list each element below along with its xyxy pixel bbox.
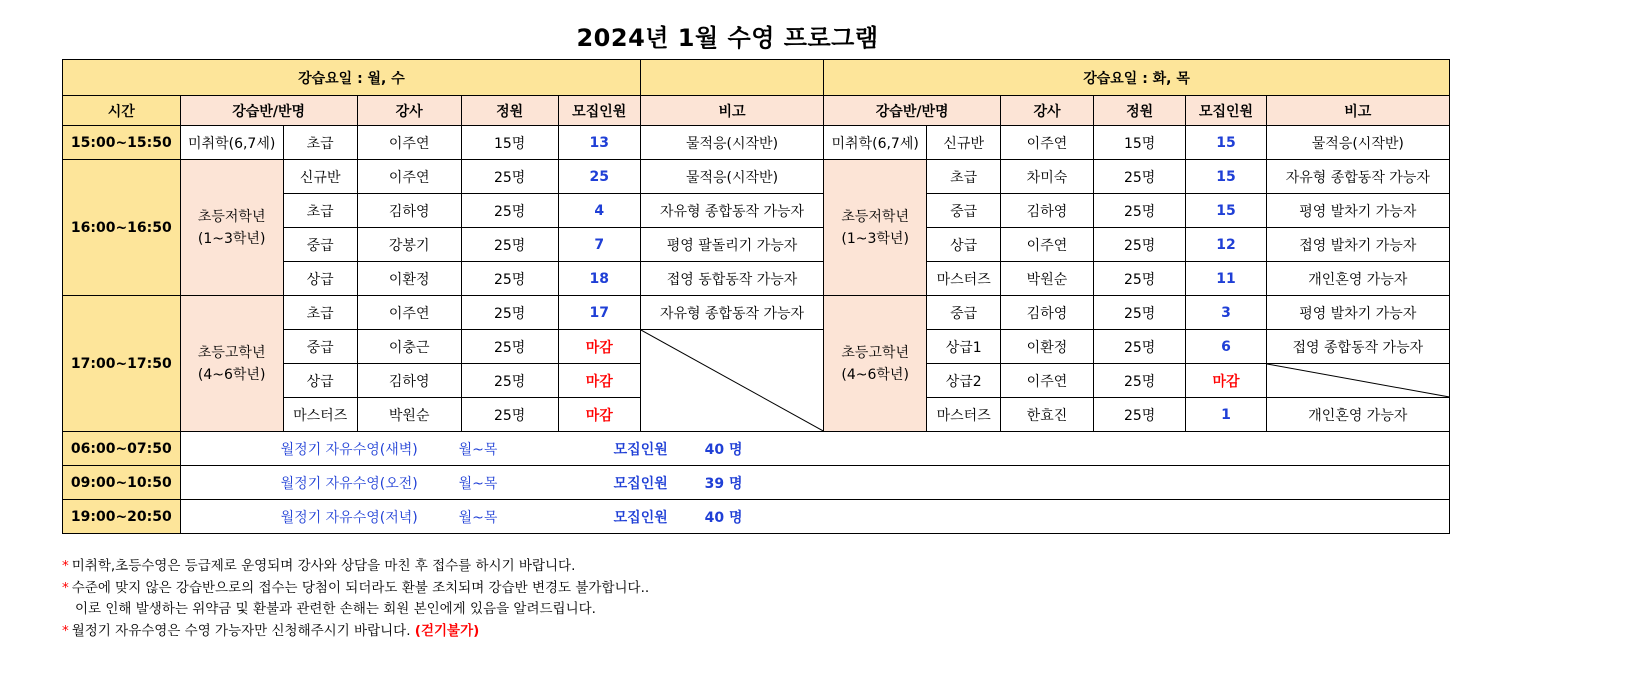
header-class: 강습반/반명 xyxy=(824,96,1001,126)
instructor: 김하영 xyxy=(357,364,461,398)
time-slot: 19:00~20:50 xyxy=(63,500,181,534)
notice-text: 이로 인해 발생하는 위약금 및 환불과 관련한 손해는 회원 본인에게 있음을 알려드립니다. xyxy=(75,601,596,617)
class-group: 초등고학년 (4~6학년) xyxy=(824,296,927,432)
class-level: 중급 xyxy=(283,228,357,262)
recruit-count: 17 xyxy=(558,296,640,330)
instructor: 이충근 xyxy=(357,330,461,364)
free-swim-row xyxy=(63,466,1450,500)
capacity: 25명 xyxy=(1093,330,1186,364)
free-swim-days: 월~목 xyxy=(458,475,498,492)
class-level: 신규반 xyxy=(283,160,357,194)
class-level: 중급 xyxy=(283,330,357,364)
schedule-table xyxy=(62,59,1450,534)
instructor: 이환정 xyxy=(1001,330,1094,364)
free-swim-row xyxy=(63,432,1450,466)
page-title: 2024년 1월 수영 프로그램 xyxy=(576,24,879,52)
capacity: 25명 xyxy=(1093,262,1186,296)
class-level: 상급 xyxy=(283,262,357,296)
instructor: 이주연 xyxy=(357,126,461,160)
capacity: 25명 xyxy=(461,296,558,330)
capacity: 25명 xyxy=(461,160,558,194)
capacity: 25명 xyxy=(1093,296,1186,330)
free-swim-count: 40 명 xyxy=(704,509,743,526)
free-swim-name: 월정기 자유수영(오전) xyxy=(280,475,418,492)
class-note: 물적응(시작반) xyxy=(640,160,823,194)
notice-text: 월정기 자유수영은 수영 가능자만 신청해주시기 바랍니다. xyxy=(71,622,411,639)
free-swim-name: 월정기 자유수영(새벽) xyxy=(280,441,418,458)
capacity: 25명 xyxy=(461,262,558,296)
asterisk-marker: * xyxy=(62,558,69,574)
capacity: 25명 xyxy=(1093,194,1186,228)
free-swim-row xyxy=(63,500,1450,534)
free-swim-label: 모집인원 xyxy=(613,509,668,526)
header-instructor: 강사 xyxy=(1001,96,1094,126)
notice-text: 미취학,초등수영은 등급제로 운영되며 강사와 상담을 마친 후 접수를 하시기 바랍니다. xyxy=(71,558,576,574)
instructor: 김하영 xyxy=(357,194,461,228)
time-slot: 06:00~07:50 xyxy=(63,432,181,466)
capacity: 25명 xyxy=(461,398,558,432)
capacity: 25명 xyxy=(461,194,558,228)
notice-line xyxy=(62,556,649,578)
class-note: 평영 발차기 가능자 xyxy=(1266,296,1449,330)
class-group: 초등저학년 (1~3학년) xyxy=(180,160,283,296)
notice-text: 수준에 맞지 않은 강습반으로의 접수는 당첨이 되더라도 환불 조치되며 강습반 변경도 불가합니다.. xyxy=(71,579,650,596)
class-level: 중급 xyxy=(927,296,1001,330)
class-group: 미취학(6,7세) xyxy=(824,126,927,160)
recruit-count: 3 xyxy=(1186,296,1266,330)
time-slot: 16:00~16:50 xyxy=(63,160,181,296)
header-recruit: 모집인원 xyxy=(1186,96,1266,126)
class-level: 초급 xyxy=(283,296,357,330)
recruit-count: 7 xyxy=(558,228,640,262)
notice-warning: (걷기불가) xyxy=(414,622,480,639)
free-swim-days: 월~목 xyxy=(458,441,498,458)
capacity: 15명 xyxy=(1093,126,1186,160)
class-note: 물적응(시작반) xyxy=(640,126,823,160)
class-level: 상급 xyxy=(927,228,1001,262)
recruit-closed: 마감 xyxy=(1186,364,1266,398)
recruit-closed: 마감 xyxy=(558,398,640,432)
instructor: 이주연 xyxy=(357,160,461,194)
instructor: 이주연 xyxy=(1001,228,1094,262)
header-note: 비고 xyxy=(640,96,823,126)
capacity: 25명 xyxy=(461,330,558,364)
class-group: 초등저학년 (1~3학년) xyxy=(824,160,927,296)
capacity: 25명 xyxy=(1093,364,1186,398)
instructor: 이주연 xyxy=(1001,126,1094,160)
header-instructor: 강사 xyxy=(357,96,461,126)
recruit-count: 12 xyxy=(1186,228,1266,262)
free-swim-info xyxy=(180,432,1449,466)
notice-line xyxy=(62,578,649,600)
instructor: 이주연 xyxy=(357,296,461,330)
capacity: 15명 xyxy=(461,126,558,160)
instructor: 강봉기 xyxy=(357,228,461,262)
free-swim-info xyxy=(180,466,1449,500)
table-row xyxy=(63,296,1450,330)
free-swim-count: 39 명 xyxy=(704,475,743,492)
class-note: 접영 동합동작 가능자 xyxy=(640,262,823,296)
empty-note-cell xyxy=(640,330,823,432)
class-note: 물적응(시작반) xyxy=(1266,126,1449,160)
class-level: 초급 xyxy=(283,126,357,160)
capacity: 25명 xyxy=(1093,160,1186,194)
class-group: 미취학(6,7세) xyxy=(180,126,283,160)
instructor: 차미숙 xyxy=(1001,160,1094,194)
recruit-count: 15 xyxy=(1186,160,1266,194)
capacity: 25명 xyxy=(461,228,558,262)
asterisk-marker: * xyxy=(62,579,69,596)
class-level: 중급 xyxy=(927,194,1001,228)
instructor: 이환정 xyxy=(357,262,461,296)
time-slot: 17:00~17:50 xyxy=(63,296,181,432)
free-swim-info xyxy=(180,500,1449,534)
header-note: 비고 xyxy=(1266,96,1449,126)
class-level: 상급1 xyxy=(927,330,1001,364)
header-capacity: 정원 xyxy=(461,96,558,126)
recruit-closed: 마감 xyxy=(558,330,640,364)
recruit-count: 18 xyxy=(558,262,640,296)
time-slot: 15:00~15:50 xyxy=(63,126,181,160)
notice-section xyxy=(62,556,649,642)
instructor: 박원순 xyxy=(357,398,461,432)
class-note: 자유형 종합동작 가능자 xyxy=(1266,160,1449,194)
diagonal-slash xyxy=(1267,364,1449,397)
class-level: 초급 xyxy=(927,160,1001,194)
capacity: 25명 xyxy=(1093,228,1186,262)
recruit-count: 6 xyxy=(1186,330,1266,364)
free-swim-label: 모집인원 xyxy=(613,441,668,458)
days-mon-wed: 강습요일 : 월, 수 xyxy=(63,60,641,96)
asterisk-marker: * xyxy=(62,622,69,639)
class-level: 마스터즈 xyxy=(927,262,1001,296)
recruit-count: 1 xyxy=(1186,398,1266,432)
class-note: 평영 팔돌리기 가능자 xyxy=(640,228,823,262)
empty-note-cell xyxy=(1266,364,1449,398)
table-row xyxy=(63,126,1450,160)
notice-line xyxy=(62,599,649,621)
time-slot: 09:00~10:50 xyxy=(63,466,181,500)
class-note: 개인혼영 가능자 xyxy=(1266,398,1449,432)
class-note: 자유형 종합동작 가능자 xyxy=(640,194,823,228)
capacity: 25명 xyxy=(461,364,558,398)
header-recruit: 모집인원 xyxy=(558,96,640,126)
class-note: 자유형 종합동작 가능자 xyxy=(640,296,823,330)
notice-line xyxy=(62,621,649,643)
day-header-spacer xyxy=(640,60,823,96)
free-swim-name: 월정기 자유수영(저녁) xyxy=(280,509,418,526)
class-level: 상급2 xyxy=(927,364,1001,398)
class-note: 접영 종합동작 가능자 xyxy=(1266,330,1449,364)
class-level: 상급 xyxy=(283,364,357,398)
class-note: 평영 발차기 가능자 xyxy=(1266,194,1449,228)
instructor: 한효진 xyxy=(1001,398,1094,432)
recruit-count: 15 xyxy=(1186,126,1266,160)
class-level: 신규반 xyxy=(927,126,1001,160)
recruit-count: 15 xyxy=(1186,194,1266,228)
recruit-count: 25 xyxy=(558,160,640,194)
recruit-count: 11 xyxy=(1186,262,1266,296)
class-note: 개인혼영 가능자 xyxy=(1266,262,1449,296)
header-time: 시간 xyxy=(63,96,181,126)
instructor: 김하영 xyxy=(1001,194,1094,228)
header-class: 강습반/반명 xyxy=(180,96,357,126)
capacity: 25명 xyxy=(1093,398,1186,432)
recruit-count: 13 xyxy=(558,126,640,160)
instructor: 김하영 xyxy=(1001,296,1094,330)
class-group: 초등고학년 (4~6학년) xyxy=(180,296,283,432)
diagonal-slash xyxy=(641,330,823,431)
free-swim-days: 월~목 xyxy=(458,509,498,526)
column-header-row xyxy=(63,96,1450,126)
day-header-row xyxy=(63,60,1450,96)
free-swim-count: 40 명 xyxy=(704,441,743,458)
class-level: 마스터즈 xyxy=(927,398,1001,432)
class-note: 접영 발차기 가능자 xyxy=(1266,228,1449,262)
days-tue-thu: 강습요일 : 화, 목 xyxy=(824,60,1450,96)
free-swim-label: 모집인원 xyxy=(613,475,668,492)
header-capacity: 정원 xyxy=(1093,96,1186,126)
class-level: 초급 xyxy=(283,194,357,228)
instructor: 박원순 xyxy=(1001,262,1094,296)
recruit-count: 4 xyxy=(558,194,640,228)
table-row xyxy=(63,160,1450,194)
instructor: 이주연 xyxy=(1001,364,1094,398)
class-level: 마스터즈 xyxy=(283,398,357,432)
recruit-closed: 마감 xyxy=(558,364,640,398)
